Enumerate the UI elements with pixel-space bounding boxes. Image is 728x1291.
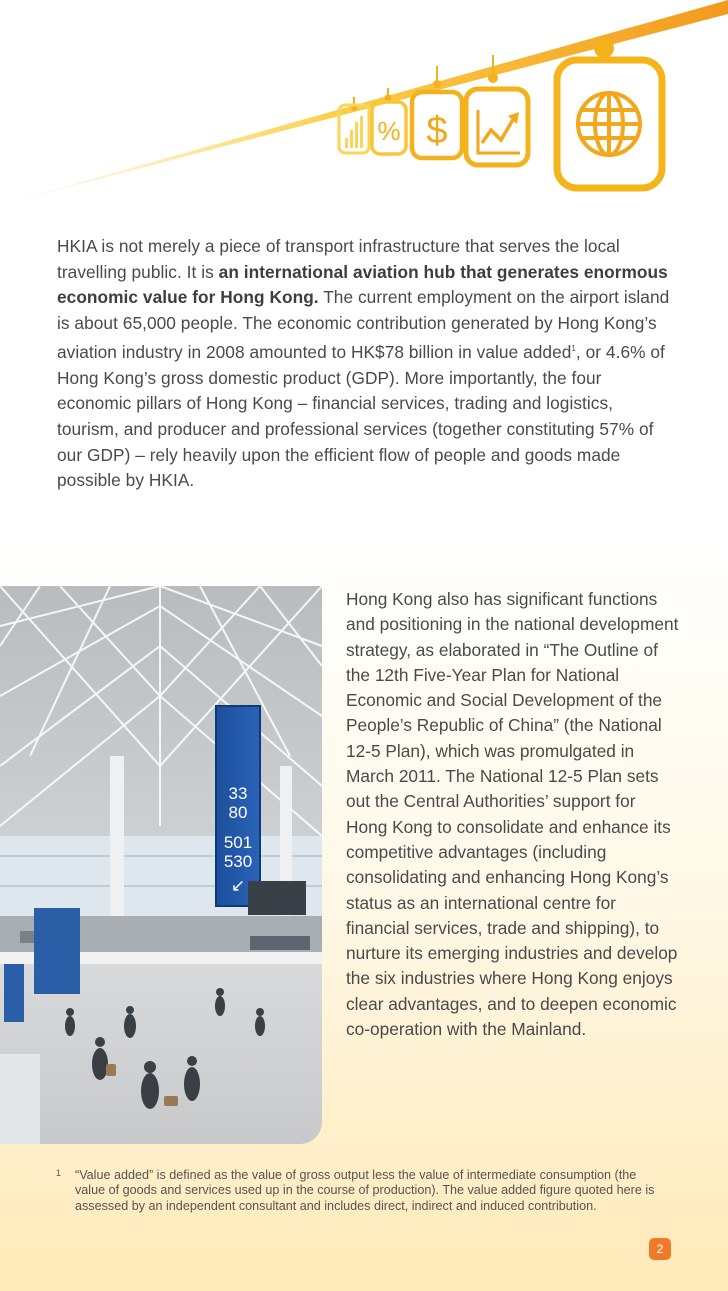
svg-text:%: % [377,116,401,146]
sign-number: 80 [228,803,248,822]
footnote-mark: 1 [56,1168,62,1178]
intro-text-3: , or 4.6% of Hong Kong’s gross domestic product (GDP). More importantly, the four economic pillars of Hong Kong – financial services, trading and logistics, tourism, and producer and professional services (together constituting 57% of our GDP) – rely heavily upon the efficient flow of people and goods made possible by HKIA. [57,342,665,491]
header-banner [0,0,728,205]
side-paragraph: Hong Kong also has significant functions and positioning in the national development strategy, as elaborated in “The Outline of the 12th Five-Year Plan for National Economic and Social Development of the People’s Republic of China” (the National 12-5 Plan), which was promulgated in March 2011. The National 12-5 Plan sets out the Central Authorities’ support for Hong Kong to consolidate and enhance its competitive advantages (including consolidating and enhancing Hong Kong’s status as an international centre for financial services, trade and shipping), to nurture its emerging industries and develop the six industries where Hong Kong enjoys clear advantages, and to deepen economic co-operation with the Mainland. [346,589,679,1040]
sign-number: 33 [228,784,248,803]
footnote-text: “Value added” is defined as the value of gross output less the value of intermediate consumption (the value of goods and services used up in the course of production). The value added figure quoted here is assessed by an independent consultant and includes direct, indirect and induced contribution. [75,1168,655,1213]
airport-terminal-photo [0,586,322,1144]
intro-text-1: HKIA is not merely a piece of transport infrastructure that serves the local travelling public. It is [57,236,620,282]
sign-number: 530 [223,852,253,871]
intro-text-2: The current employment on the airport island is about 65,000 people. The economic contribution generated by Hong Kong’s aviation industry in 2008 amounted to HK$78 billion in value added [57,287,670,363]
footnote [56,1168,656,1214]
page-number: 2 [649,1238,671,1260]
sign-number: 501 [223,833,253,852]
sign-arrow: ↙ [230,876,246,895]
globe-icon [557,60,662,188]
gate-sign [216,706,260,906]
svg-text:$: $ [426,110,448,152]
terminal-illustration [0,586,322,1144]
line-graph-icon [466,89,528,165]
intro-bold-text: an international aviation hub that generates enormous economic value for Hong Kong. [57,261,668,308]
dollar-icon [412,92,462,158]
percent-icon [372,102,406,154]
intro-paragraph [57,234,672,494]
footnote-reference[interactable]: 1 [571,344,576,354]
